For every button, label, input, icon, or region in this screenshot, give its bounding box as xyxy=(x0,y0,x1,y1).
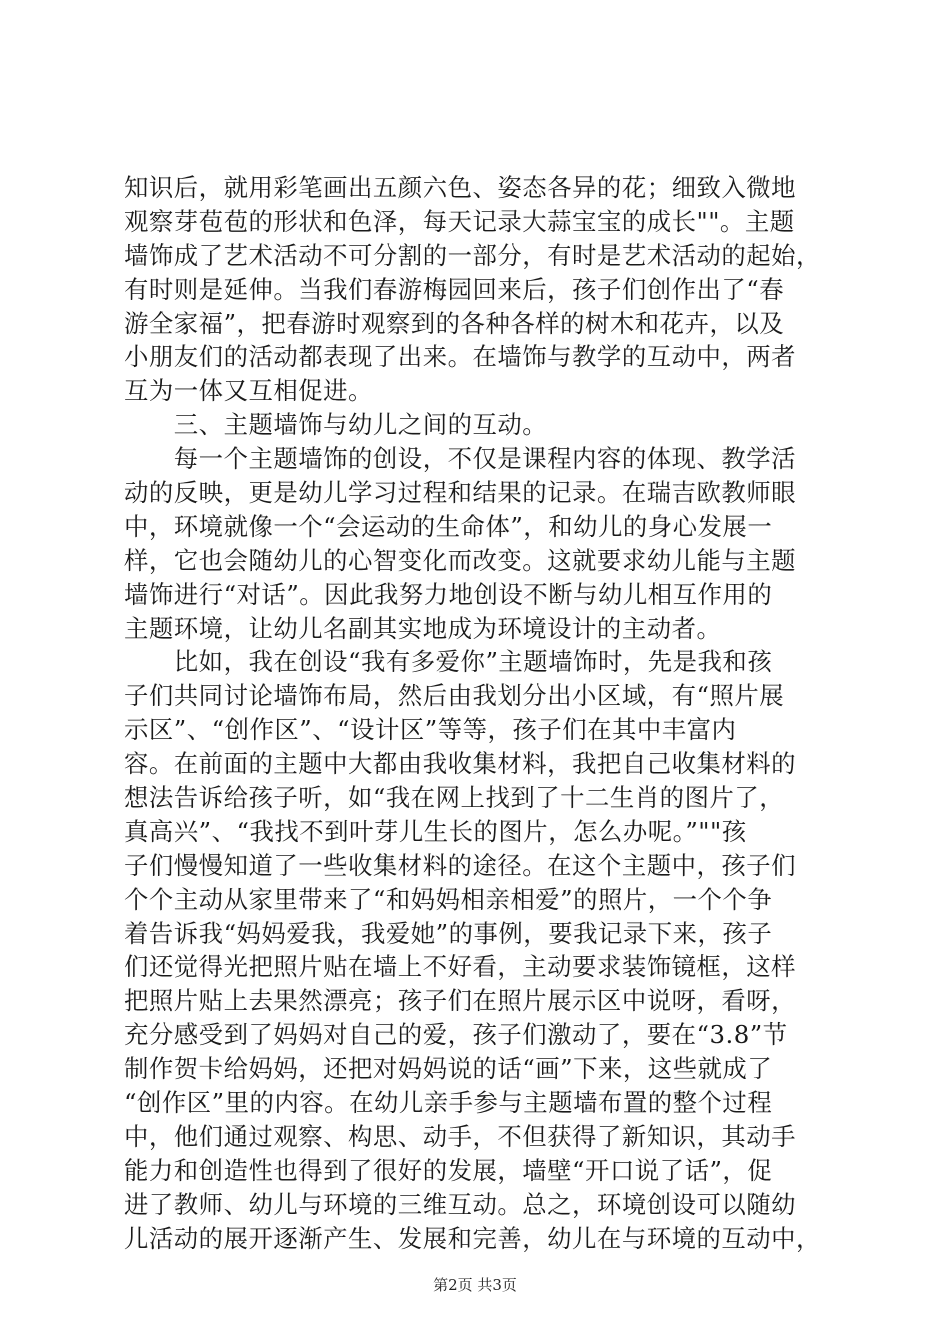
text-line: 儿活动的展开逐渐产生、发展和完善，幼儿在与环境的互动中， xyxy=(124,1223,821,1253)
text-line: 把照片贴上去果然漂亮；孩子们在照片展示区中说呀，看呀， xyxy=(124,986,797,1016)
text-line: 个个主动从家里带来了“和妈妈相亲相爱”的照片，一个个争 xyxy=(124,884,773,914)
text-line: 有时则是延伸。当我们春游梅园回来后，孩子们创作出了“春 xyxy=(124,274,785,304)
document-body xyxy=(124,171,830,1256)
text-line: 中，环境就像一个“会运动的生命体”，和幼儿的身心发展一 xyxy=(124,511,773,541)
text-line: 观察芽苞苞的形状和色泽，每天记录大蒜宝宝的成长""。主题 xyxy=(124,206,795,236)
text-line: 想法告诉给孩子听，如“我在网上找到了十二生肖的图片了， xyxy=(124,783,785,813)
text-line: 子们慢慢知道了一些收集材料的途径。在这个主题中，孩子们 xyxy=(124,850,797,880)
text-line: 墙饰进行“对话”。因此我努力地创设不断与幼儿相互作用的 xyxy=(124,579,773,609)
text-line: 样，它也会随幼儿的心智变化而改变。这就要求幼儿能与主题 xyxy=(124,545,797,575)
text-line: 每一个主题墙饰的创设，不仅是课程内容的体现、教学活 xyxy=(124,444,797,474)
text-line: 小朋友们的活动都表现了出来。在墙饰与教学的互动中，两者 xyxy=(124,342,797,372)
text-line: 制作贺卡给妈妈，还把对妈妈说的话“画”下来，这些就成了 xyxy=(124,1054,773,1084)
text-line: 互为一体又互相促进。 xyxy=(124,376,373,406)
text-line: 主题环境，让幼儿名副其实地成为环境设计的主动者。 xyxy=(124,613,722,643)
text-line: 子们共同讨论墙饰布局，然后由我划分出小区域，有“照片展 xyxy=(124,681,785,711)
text-line: 动的反映，更是幼儿学习过程和结果的记录。在瑞吉欧教师眼 xyxy=(124,478,797,508)
text-line: 充分感受到了妈妈对自己的爱，孩子们激动了，要在“3.8”节 xyxy=(124,1020,788,1050)
text-line: 容。在前面的主题中大都由我收集材料，我把自己收集材料的 xyxy=(124,749,797,779)
text-line: 墙饰成了艺术活动不可分割的一部分，有时是艺术活动的起始， xyxy=(124,240,821,270)
section-heading: 三、主题墙饰与幼儿之间的互动。 xyxy=(124,410,548,440)
text-line: 着告诉我“妈妈爱我，我爱她”的事例，要我记录下来，孩子 xyxy=(124,918,773,948)
text-line: 知识后，就用彩笔画出五颜六色、姿态各异的花；细致入微地 xyxy=(124,173,797,202)
text-line: 进了教师、幼儿与环境的三维互动。总之，环境创设可以随幼 xyxy=(124,1189,797,1219)
text-line: 能力和创造性也得到了很好的发展，墙壁“开口说了话”，促 xyxy=(124,1155,773,1185)
text-line: 们还觉得光把照片贴在墙上不好看，主动要求装饰镜框，这样 xyxy=(124,952,797,982)
text-line: 中，他们通过观察、构思、动手，不但获得了新知识，其动手 xyxy=(124,1121,797,1151)
text-line: 真高兴”、“我找不到叶芽儿生长的图片，怎么办呢。”""孩 xyxy=(124,816,747,846)
page-number-footer: 第2页 共3页 xyxy=(433,1276,517,1294)
text-line: 示区”、“创作区”、“设计区”等等，孩子们在其中丰富内 xyxy=(124,715,737,745)
text-line: 比如，我在创设“我有多爱你”主题墙饰时，先是我和孩 xyxy=(124,647,773,677)
text-line: “创作区”里的内容。在幼儿亲手参与主题墙布置的整个过程 xyxy=(124,1088,773,1118)
text-line: 游全家福”，把春游时观察到的各种各样的树木和花卉，以及 xyxy=(124,308,785,338)
